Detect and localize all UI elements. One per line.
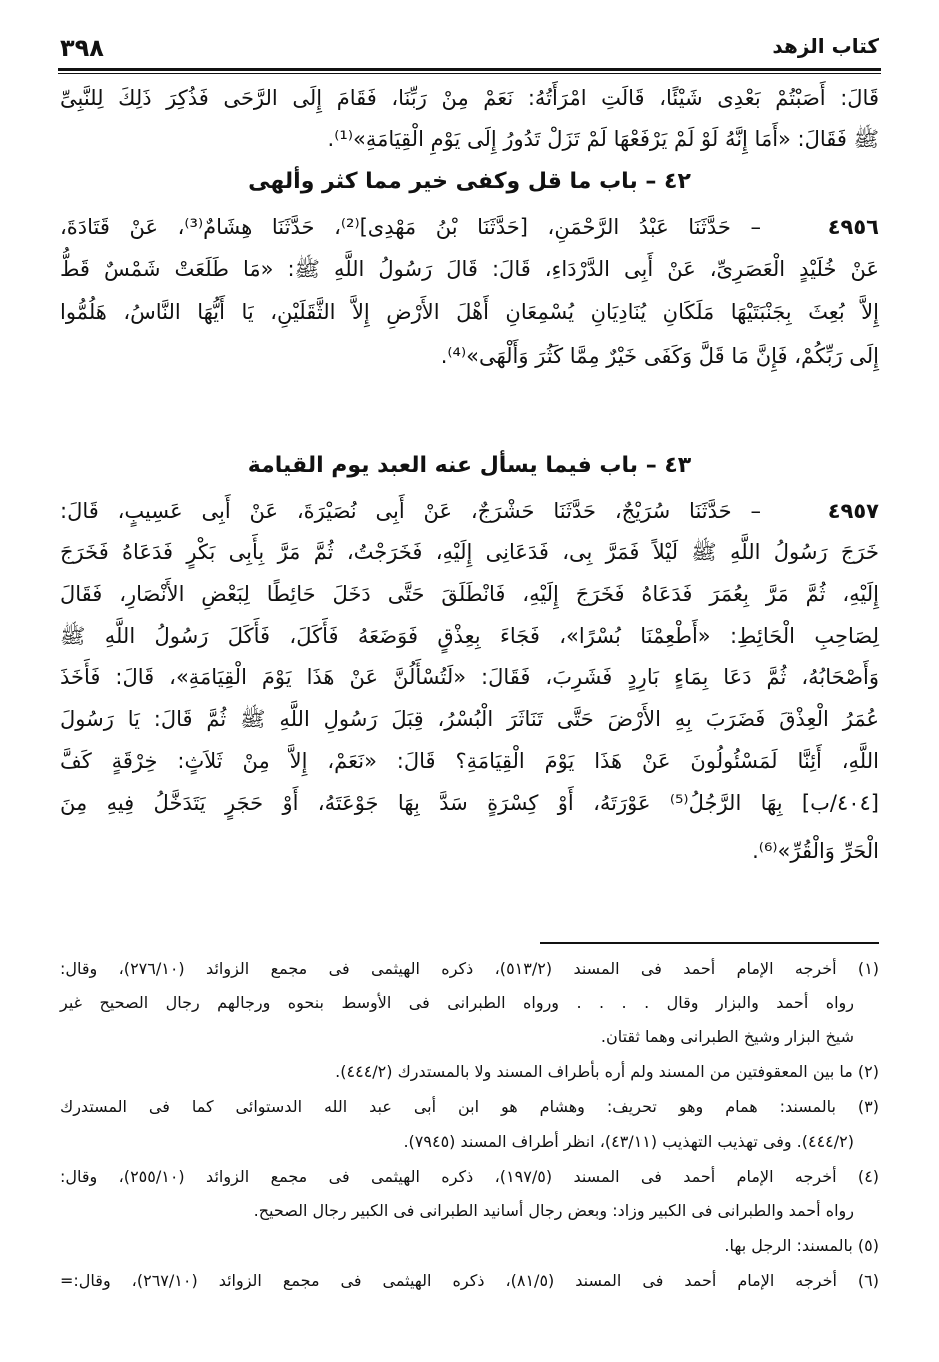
text-line: وَأَصْحَابُهُ، ثُمَّ دَعَا بِمَاءٍ بَارِدٍ فَشَرِبَ، فَقَالَ: «لَتُسْأَلُنَّ عَنْ هَذَا يَوْمَ الْقِيَامَةِ»، قَالَ: فَأَخَذَ [60, 665, 879, 689]
footnote-line: شيخ البزار وشيخ الطبرانى وهما ثقتان. [600, 1027, 854, 1046]
text-line: قَالَ: أَصَبْتُمْ بَعْدِى شَيْئًا، قَالَتِ امْرَأَتُهُ: نَعَمْ مِنْ رَبِّنَا، فَقَامَ إِلَى الرَّحَى فَذُكِرَ ذَلِكَ لِلنَّبِىِّ [60, 86, 879, 110]
footnote-line: رواه أحمد والبزار وقال . . . . ورواه الطبرانى فى الأوسط بنحوه ورجالهم رجال الصحيح غير [60, 993, 854, 1012]
footnote-line: (٣) بالمسند: همام وهو تحريف: وهشام هو ابن أبى عبد الله الدستوائى كما فى المستدرك [60, 1097, 879, 1116]
footnote-line: (٤) أخرجه الإمام أحمد فى المسند (١٩٧/٥)، ذكره الهيثمى فى مجمع الزوائد (٢٥٥/١٠)، وقال: [60, 1167, 880, 1186]
footnote-line: (٤٤٤/٢). وفى تهذيب التهذيب (٤٣/١١)، انظر أطراف المسند (٧٩٤٥). [403, 1132, 854, 1151]
text-line: عُمَرُ الْعِذْقَ فَضَرَبَ بِهِ الأَرْضَ حَتَّى تَنَاثَرَ الْبُسْرُ، قِبَلَ رَسُولِ اللَّهِ ﷺ ثُمَّ قَالَ: يَا رَسُولَ [60, 707, 879, 731]
text-line: إِلَى رَبِّكُمْ، فَإِنَّ مَا قَلَّ وَكَفَى خَيْرٌ مِمَّا كَثُرَ وَأَلْهَى»⁽⁴⁾. [440, 344, 879, 368]
page-number: ٣٩٨ [60, 34, 104, 62]
hadith-number: ٤٩٥٦ [827, 215, 879, 239]
text-line: اللَّهِ، أَئِنَّا لَمَسْئُولُونَ عَنْ هَذَا يَوْمَ الْقِيَامَةِ؟ قَالَ: «نَعَمْ، إِلاَّ مِنْ ثَلاَثٍ: خِرْقَةٍ كَفَّ [60, 749, 879, 773]
footnote-line: رواه أحمد والطبرانى فى الكبير وزاد: وبعض رجال أسانيد الطبرانى فى الكبير رجال الصحيح. [253, 1201, 854, 1220]
text-line: ﷺ فَقَالَ: «أَمَا إِنَّهُ لَوْ لَمْ يَرْفَعْهَا لَمْ تَزَلْ تَدُورُ إِلَى يَوْمِ الْقِيَامَةِ»⁽¹⁾. [327, 127, 879, 151]
text-line: لِصَاحِبِ الْحَائِطِ: «أَطْعِمْنَا بُسْرًا»، فَجَاءَ بِعِذْقٍ فَوَضَعَهُ فَأَكَلَ، فَأَكَلَ رَسُولُ اللَّهِ ﷺ [60, 624, 879, 648]
footnote-line: (١) أخرجه الإمام أحمد فى المسند (٥١٣/٢)، ذكره الهيثمى فى مجمع الزوائد (٢٧٦/١٠)، وقال: [60, 959, 880, 978]
text-line: إِلاَّ بُعِثَ بِجَنْبَتَيْهَا مَلَكَانِ يُنَادِيَانِ يُسْمِعَانِ أَهْلَ الأَرْضِ إِلاَّ الثَّقَلَيْنِ، يَا أَيُّهَا النَّاسُ، هَلُمُّوا [60, 300, 879, 324]
chapter-heading-42: ٤٢ – باب ما قل وكفى خير مما كثر وألهى [248, 169, 691, 194]
chapter-heading-43: ٤٣ – باب فيما يسأل عنه العبد يوم القيامة [247, 453, 692, 478]
book-title: كتاب الزهد [772, 34, 879, 58]
text-line: إِلَيْهِ، ثُمَّ مَرَّ بِعُمَرَ فَدَعَاهُ فَخَرَجَ إِلَيْهِ، فَانْطَلَقَ حَتَّى دَخَلَ حَائِطًا لِبَعْضِ الأَنْصَارِ، فَقَالَ [60, 582, 879, 606]
text-line: – حَدَّثَنَا عَبْدُ الرَّحْمَنِ، [حَدَّثَنَا بْنُ مَهْدِى]⁽²⁾، حَدَّثَنَا هِشَامٌ⁽³⁾، عَنْ قَتَادَةَ، [60, 215, 761, 239]
header-rule-thin [58, 73, 881, 74]
header-rule [58, 68, 881, 71]
footnote-line: (٢) ما بين المعقوفتين من المسند ولم أره بأطراف المسند ولا بالمستدرك (٤٤٤/٢). [335, 1062, 879, 1081]
hadith-number: ٤٩٥٧ [827, 499, 879, 523]
text-line: – حَدَّثَنَا سُرَيْجٌ، حَدَّثَنَا حَشْرَجٌ، عَنْ أَبِى نُصَيْرَةَ، عَنْ أَبِى عَسِيبٍ، قَالَ: [60, 499, 761, 523]
footnote-rule [540, 942, 879, 944]
footnote-line: (٥) بالمسند: الرجل بها. [724, 1236, 879, 1255]
page-header [60, 34, 879, 64]
text-line: الْحَرِّ وَالْقُرِّ»⁽⁶⁾. [752, 839, 879, 863]
text-line: عَنْ خُلَيْدٍ الْعَصَرِىِّ، عَنْ أَبِى الدَّرْدَاءِ، قَالَ: قَالَ رَسُولُ اللَّهِ ﷺ: «مَا طَلَعَتْ شَمْسٌ قَطُّ [60, 257, 879, 281]
text-line: خَرَجَ رَسُولُ اللَّهِ ﷺ لَيْلاً فَمَرَّ بِى، فَدَعَانِى إِلَيْهِ، فَخَرَجْتُ، ثُمَّ مَرَّ بِأَبِى بَكْرٍ فَدَعَاهُ فَخَرَجَ [60, 540, 879, 564]
text-line: [٤٠٤/ب] بِهَا الرَّجُلُ⁽⁵⁾ عَوْرَتَهُ، أَوْ كِسْرَةٍ سَدَّ بِهَا جَوْعَتَهُ، أَوْ حَجَرٍ يَتَدَخَّلُ فِيهِ مِنَ [60, 791, 879, 815]
footnote-line: (٦) أخرجه الإمام أحمد فى المسند (٨١/٥)، ذكره الهيثمى فى مجمع الزوائد (٢٦٧/١٠)، وقال:= [60, 1271, 879, 1290]
